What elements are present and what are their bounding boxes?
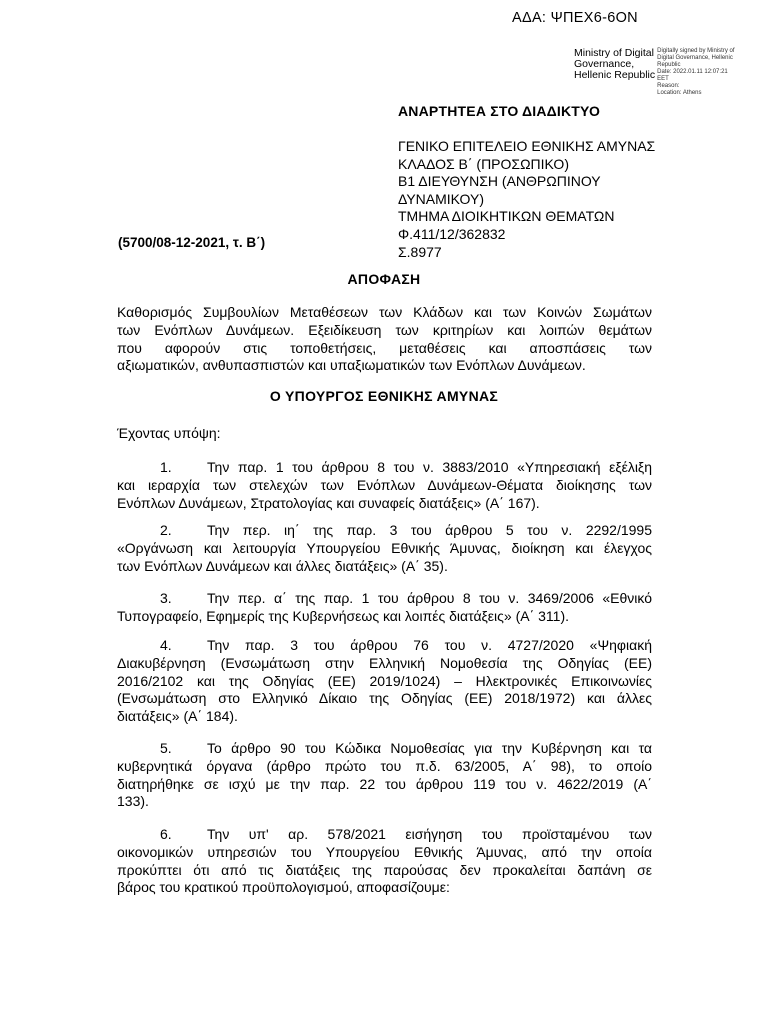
item-line: οικονομικών υπηρεσιών του Υπουργείου Εθνικής Άμυνας, από την οποία [117,843,652,860]
sender-line: Β1 ΔΙΕΥΘΥΝΣΗ (ΑΝΘΡΩΠΙΝΟΥ [398,173,601,190]
item-text: Το άρθρο 90 του Κώδικα Νομοθεσίας για την Κυβέρνηση και τα [207,740,652,756]
file-number: Φ.411/12/362832 [398,225,506,242]
subject-line: των Ενόπλων Δυνάμεων. Εξειδίκευση των κριτηρίων και λοιπών θεμάτων [117,321,652,338]
considering-label: Έχοντας υπόψη: [117,425,221,441]
item-line: 133). [117,793,149,810]
considering-item [117,740,652,811]
item-text: Την περ. ιη΄ της παρ. 3 του άρθρου 5 του ν. 2292/1995 [207,522,652,538]
subject-line: αξιωματικών, ανθυπασπιστών και υπαξιωματικών των Ενόπλων Δυνάμεων. [117,357,586,374]
subject-paragraph [117,304,652,375]
sender-line: ΓΕΝΙΚΟ ΕΠΙΤΕΛΕΙΟ ΕΘΝΙΚΗΣ ΑΜΥΝΑΣ [398,138,656,154]
gazette-reference: (5700/08-12-2021, τ. Β΄) [118,235,266,250]
item-number: 6. [160,826,172,842]
item-number: 3. [160,590,172,606]
considering-item [117,459,652,512]
item-line: (Ενσωμάτωση στο Ελληνικό Δίκαιο της Οδηγίας (ΕΕ) 2018/1972) και άλλες [117,690,652,707]
minister-heading: Ο ΥΠΟΥΡΓΟΣ ΕΘΝΙΚΗΣ ΑΜΥΝΑΣ [269,388,499,404]
signature-detail-line: Digitally signed by Ministry of [657,48,735,54]
item-line: προκύπτει ότι από τις διατάξεις της παρούσας δεν προκαλείται δαπάνη σε [117,861,652,878]
signature-detail-line: Location: Athens [657,90,702,96]
item-text: Την υπ' αρ. 578/2021 εισήγηση του προϊσταμένου των [207,826,652,842]
post-online-notice: ΑΝΑΡΤΗΤΕΑ ΣΤΟ ΔΙΑΔΙΚΤΥΟ [398,103,601,119]
protocol-number: Σ.8977 [398,243,442,260]
signature-details [657,48,764,97]
item-line: και ιεραρχία των στελεχών των Ενόπλων Δυνάμεων-Θέματα διοίκησης των [117,476,652,493]
item-text: Την περ. α΄ της παρ. 1 του άρθρου 8 του ν. 3469/2006 «Εθνικό [207,590,652,606]
signature-detail-line: EET [657,76,669,82]
item-number: 4. [160,637,172,653]
item-line: Ενόπλων Δυνάμεων, Στρατολογίας και συναφείς διατάξεις» (Α΄ 167). [117,494,540,511]
item-line: διατάξεις» (Α΄ 184). [117,708,238,725]
item-text: Την παρ. 1 του άρθρου 8 του ν. 3883/2010 «Υπηρεσιακή εξέλιξη [207,459,652,475]
signature-detail-line: Date: 2022.01.11 12:07:21 [657,69,728,75]
item-number: 5. [160,740,172,756]
decision-title: ΑΠΟΦΑΣΗ [347,271,421,287]
item-first-line [117,740,652,758]
item-line: βάρος του κρατικού προϋπολογισμού, αποφασίζουμε: [117,879,450,896]
item-first-line [117,826,652,844]
item-line: Διακυβέρνηση (Ενσωμάτωση στην Ελληνική Νομοθεσία της Οδηγίας (ΕΕ) [117,654,652,671]
sender-line: ΔΥΝΑΜΙΚΟΥ) [398,190,484,207]
signature-organisation [574,48,655,97]
signature-org-line: Ministry of Digital [574,47,654,59]
considering-item [117,590,652,626]
item-first-line [117,637,652,655]
item-first-line [117,459,652,477]
ada-code: ΑΔΑ: ΨΠΕΧ6-6ΟΝ [512,10,638,26]
considering-item [117,522,652,575]
item-first-line [117,522,652,540]
signature-detail-line: Republic [657,62,681,68]
item-first-line [117,590,652,608]
digital-signature-stamp [574,48,764,97]
signature-detail-line: Digital Governance, Hellenic [657,55,733,61]
item-line: διατηρήθηκε σε ισχύ με την παρ. 22 του άρθρου 119 του ν. 4622/2019 (Α΄ [117,775,652,792]
signature-org-line: Hellenic Republic [574,69,656,81]
item-number: 2. [160,522,172,538]
item-text: Την παρ. 3 του άρθρου 76 του ν. 4727/2020 «Ψηφιακή [207,637,652,653]
sender-line: ΚΛΑΔΟΣ Β΄ (ΠΡΟΣΩΠΙΚΟ) [398,155,569,172]
subject-line: Καθορισμός Συμβουλίων Μεταθέσεων των Κλάδων και των Κοινών Σωμάτων [117,304,652,320]
subject-line: που αφορούν στις τοποθετήσεις, μεταθέσεις και αποσπάσεις των [117,339,652,356]
considering-item [117,637,652,726]
item-line: Τυπογραφείο, Εφημερίς της Κυβερνήσεως και λοιπές διατάξεις» (Α΄ 311). [117,607,569,624]
signature-detail-line: Reason: [657,83,680,89]
item-number: 1. [160,459,172,475]
considering-item [117,826,652,897]
sender-block [398,138,698,261]
signature-org-line: Governance, [574,58,635,70]
item-line: των Ενόπλων Δυνάμεων και άλλες διατάξεις» (Α΄ 35). [117,557,448,574]
item-line: 2016/2102 και της Οδηγίας (ΕΕ) 2019/1024) – Ηλεκτρονικές Επικοινωνίες [117,672,652,689]
sender-line: ΤΜΗΜΑ ΔΙΟΙΚΗΤΙΚΩΝ ΘΕΜΑΤΩΝ [398,208,615,225]
item-line: «Οργάνωση και λειτουργία Υπουργείου Εθνικής Άμυνας, διοίκηση και έλεγχος [117,539,652,556]
item-line: κυβερνητικά όργανα (άρθρο πρώτο του π.δ. 63/2005, Α΄ 98), το οποίο [117,757,652,774]
